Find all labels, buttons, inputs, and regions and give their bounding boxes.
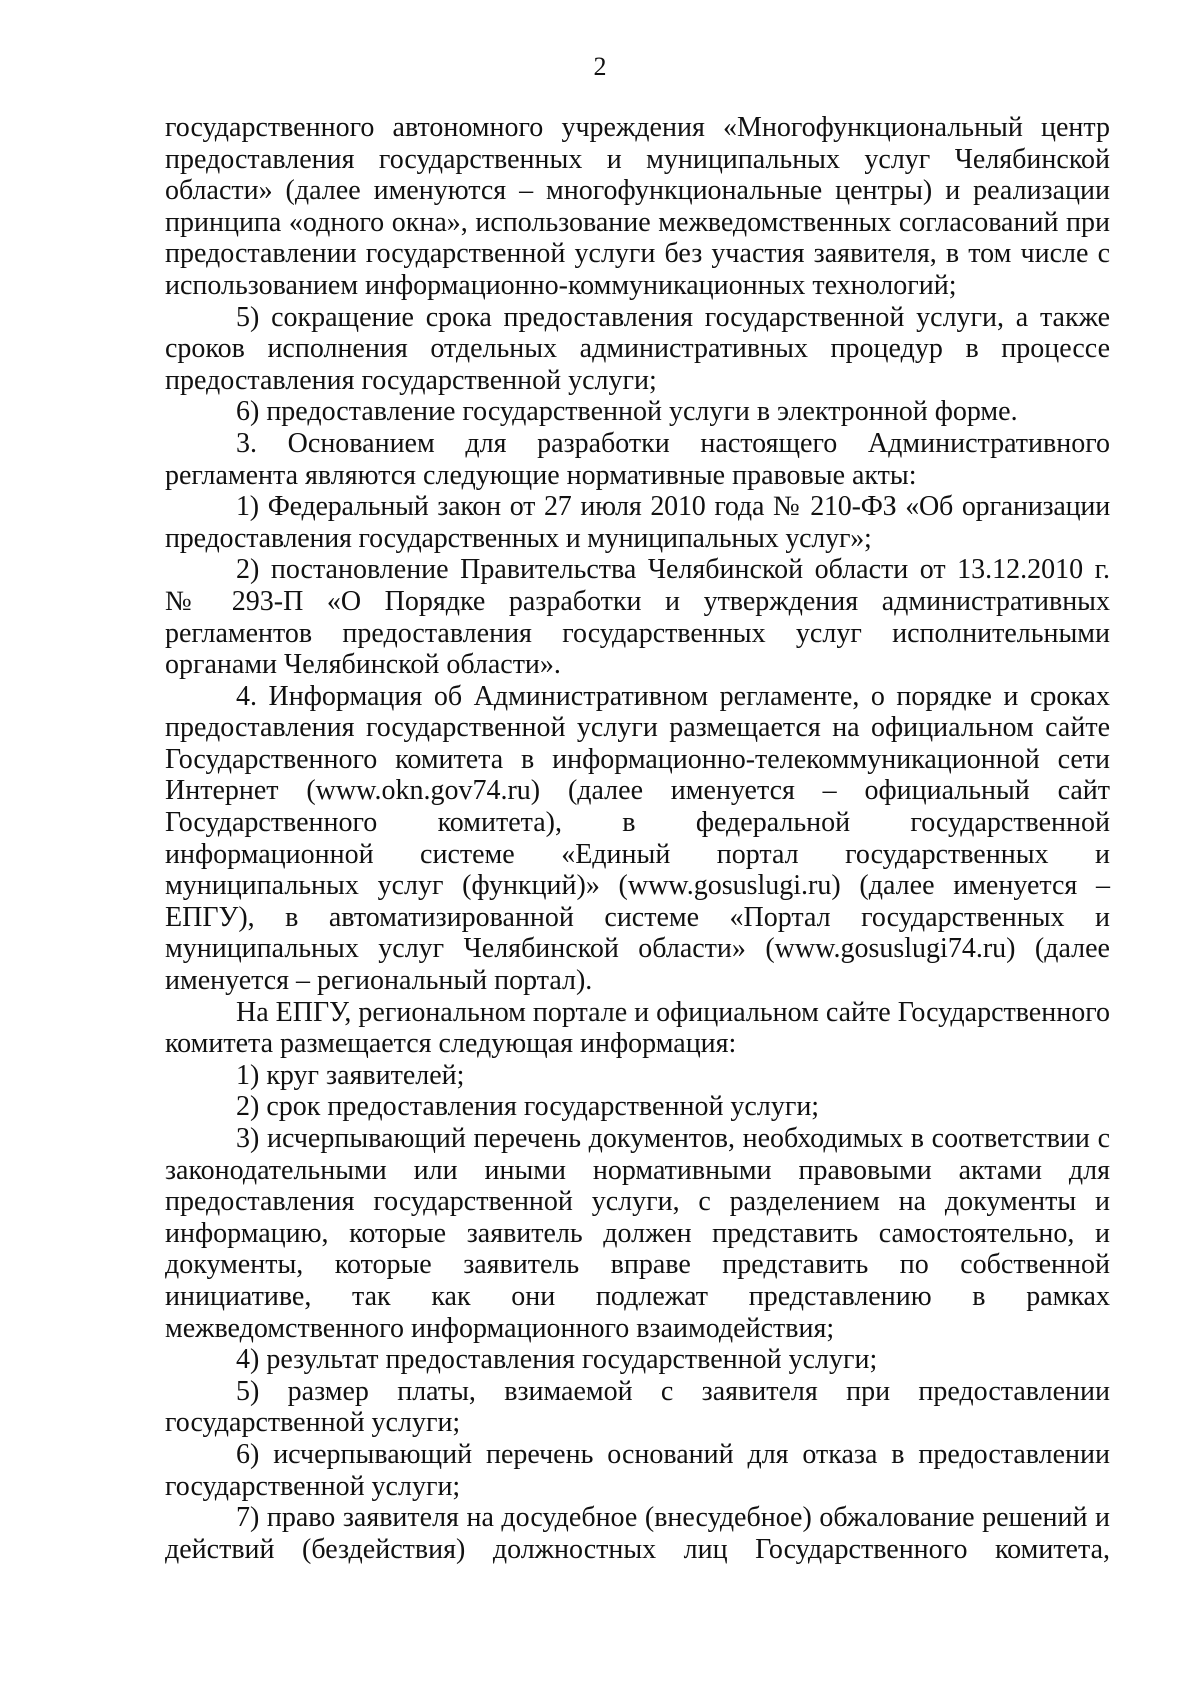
page-number: 2 (593, 52, 607, 81)
list-item-documents: 3) исчерпывающий перечень документов, необходимых в соответствии с законодательными или иными нормативными правовыми актами для предоставления государственной услуги, с разделением на документы и информацию, которые заявитель должен представить самостоятельно, и документы, которые заявитель вправе представить по собственной инициативе, так как они подлежат представлению в рамках межведомственного информационного взаимодействия; (165, 1123, 1110, 1344)
list-item-appeal-right: 7) право заявителя на досудебное (внесудебное) обжалование решений и действий (бездействия) должностных лиц Государственного комитета, (165, 1502, 1110, 1565)
paragraph-section-3-basis: 3. Основанием для разработки настоящего Административного регламента являются следующие нормативные правовые акты: (165, 427, 1110, 491)
paragraph-info-posted: На ЕПГУ, региональном портале и официальном сайте Государственного комитета размещается следующая информация: (165, 996, 1110, 1060)
paragraph-resolution-293: 2) постановление Правительства Челябинской области от 13.12.2010 г. № 293-П «О Порядке разработки и утверждения административных регламентов предоставления государственных услуг исполнительными органами Челябинской области». (165, 554, 1110, 681)
list-item-applicants: 1) круг заявителей; (236, 1059, 465, 1091)
paragraph-section-4-information: 4. Информация об Административном регламенте, о порядке и сроках предоставления государственной услуги размещается на официальном сайте Государственного комитета в информационно-телекоммуникационной сети Интернет (www.okn.gov74.ru) (далее именуется – официальный сайт Государственного комитета), в федеральной государственной информационной системе «Единый портал государственных и муниципальных услуг (функций)» (www.gosuslugi.ru) (далее именуется – ЕПГУ), в автоматизированной системе «Портал государственных и муниципальных услуг Челябинской области» (www.gosuslugi74.ru) (далее именуется – региональный портал). (165, 680, 1110, 997)
paragraph-law-210: 1) Федеральный закон от 27 июля 2010 года № 210-ФЗ «Об организации предоставления государственных и муниципальных услуг»; (165, 491, 1110, 554)
list-item-term: 2) срок предоставления государственной услуги; (236, 1091, 820, 1123)
paragraph-item-5-terms: 5) сокращение срока предоставления государственной услуги, а также сроков исполнения отдельных административных процедур в процессе предоставления государственной услуги; (165, 301, 1110, 396)
list-item-fee: 5) размер платы, взимаемой с заявителя при предоставлении государственной услуги; (165, 1375, 1110, 1439)
paragraph-mfc-one-window: государственного автономного учреждения «Многофункциональный центр предоставления государственных и муниципальных услуг Челябинской области» (далее именуются – многофункциональные центры) и реализации принципа «одного окна», использование межведомственных согласований при предоставлении государственной услуги без участия заявителя, в том числе с использованием информационно-коммуникационных технологий; (165, 112, 1110, 301)
list-item-result: 4) результат предоставления государственной услуги; (236, 1344, 878, 1376)
list-item-refusal-grounds: 6) исчерпывающий перечень оснований для отказа в предоставлении государственной услуги; (165, 1438, 1110, 1502)
document-body (165, 112, 1110, 1565)
paragraph-item-6-electronic: 6) предоставление государственной услуги в электронной форме. (236, 396, 1018, 428)
